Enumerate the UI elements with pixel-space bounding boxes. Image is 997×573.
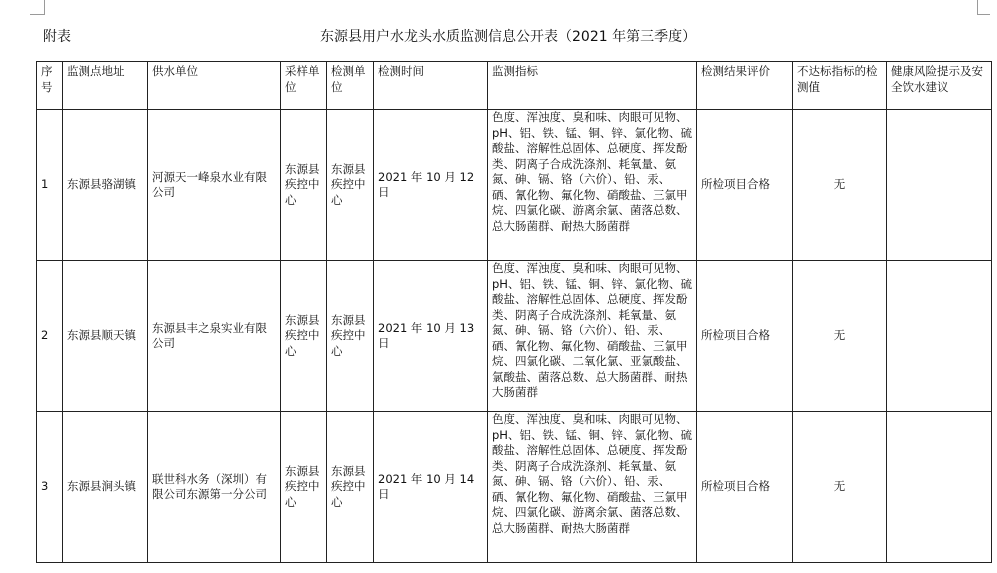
row-time: 2021 年 10 月 13 日 xyxy=(374,261,488,412)
row-no: 1 xyxy=(37,110,63,261)
header-advice: 健康风险提示及安全饮水建议 xyxy=(887,62,992,110)
header-tester: 检测单位 xyxy=(327,62,374,110)
row-sampler: 东源县疾控中心 xyxy=(281,261,327,412)
header-indicators: 监测指标 xyxy=(488,62,697,110)
page-corner-mark-right xyxy=(977,0,990,15)
row-advice xyxy=(887,412,992,563)
row-time: 2021 年 10 月 14 日 xyxy=(374,412,488,563)
row-indicators: 色度、浑浊度、臭和味、肉眼可见物、pH、铝、铁、锰、铜、锌、氯化物、硫酸盐、溶解性总固体、总硬度、挥发酚类、阴离子合成洗涤剂、耗氧量、氨氮、砷、镉、铬（六价）、铅、汞、硒、氰化物、氟化物、硝酸盐、三氯甲烷、四氯化碳、游离余氯、菌落总数、总大肠菌群、耐热大肠菌群 xyxy=(488,110,697,261)
row-indicators: 色度、浑浊度、臭和味、肉眼可见物、pH、铝、铁、锰、铜、锌、氯化物、硫酸盐、溶解性总固体、总硬度、挥发酚类、阴离子合成洗涤剂、耗氧量、氨氮、砷、镉、铬（六价）、铅、汞、硒、氰化物、氟化物、硝酸盐、三氯甲烷、四氯化碳、游离余氯、菌落总数、总大肠菌群、耐热大肠菌群 xyxy=(488,412,697,563)
header-evaluation: 检测结果评价 xyxy=(697,62,793,110)
row-supplier: 联世科水务（深圳）有限公司东源第一分公司 xyxy=(148,412,281,563)
page-corner-mark-left xyxy=(30,0,45,15)
table-row xyxy=(37,412,992,563)
table-header-row xyxy=(37,62,992,110)
document-title: 东源县用户水龙头水质监测信息公开表（2021 年第三季度） xyxy=(320,29,697,45)
row-failed-value: 无 xyxy=(793,261,887,412)
header-no: 序号 xyxy=(37,62,63,110)
row-tester: 东源县疾控中心 xyxy=(327,261,374,412)
header-failed-value: 不达标指标的检测值 xyxy=(793,62,887,110)
row-failed-value: 无 xyxy=(793,412,887,563)
table-row xyxy=(37,110,992,261)
header-time: 检测时间 xyxy=(374,62,488,110)
row-address: 东源县骆湖镇 xyxy=(63,110,148,261)
row-advice xyxy=(887,261,992,412)
water-quality-table xyxy=(36,61,992,563)
row-indicators: 色度、浑浊度、臭和味、肉眼可见物、pH、铝、铁、锰、铜、锌、氯化物、硫酸盐、溶解性总固体、总硬度、挥发酚类、阴离子合成洗涤剂、耗氧量、氨氮、砷、镉、铬（六价）、铅、汞、硒、氰化物、氟化物、硝酸盐、三氯甲烷、四氯化碳、二氧化氯、亚氯酸盐、氯酸盐、菌落总数、总大肠菌群、耐热大肠菌群 xyxy=(488,261,697,412)
row-time: 2021 年 10 月 12 日 xyxy=(374,110,488,261)
row-no: 3 xyxy=(37,412,63,563)
appendix-label: 附表 xyxy=(43,29,71,45)
row-advice xyxy=(887,110,992,261)
row-sampler: 东源县疾控中心 xyxy=(281,110,327,261)
row-no: 2 xyxy=(37,261,63,412)
row-sampler: 东源县疾控中心 xyxy=(281,412,327,563)
row-tester: 东源县疾控中心 xyxy=(327,412,374,563)
header-address: 监测点地址 xyxy=(63,62,148,110)
document-heading xyxy=(0,26,997,46)
row-supplier: 河源天一峰泉水业有限公司 xyxy=(148,110,281,261)
row-evaluation: 所检项目合格 xyxy=(697,261,793,412)
row-address: 东源县涧头镇 xyxy=(63,412,148,563)
row-tester: 东源县疾控中心 xyxy=(327,110,374,261)
table-row xyxy=(37,261,992,412)
header-supplier: 供水单位 xyxy=(148,62,281,110)
row-evaluation: 所检项目合格 xyxy=(697,412,793,563)
row-failed-value: 无 xyxy=(793,110,887,261)
row-evaluation: 所检项目合格 xyxy=(697,110,793,261)
row-address: 东源县顺天镇 xyxy=(63,261,148,412)
row-supplier: 东源县丰之泉实业有限公司 xyxy=(148,261,281,412)
header-sampler: 采样单位 xyxy=(281,62,327,110)
